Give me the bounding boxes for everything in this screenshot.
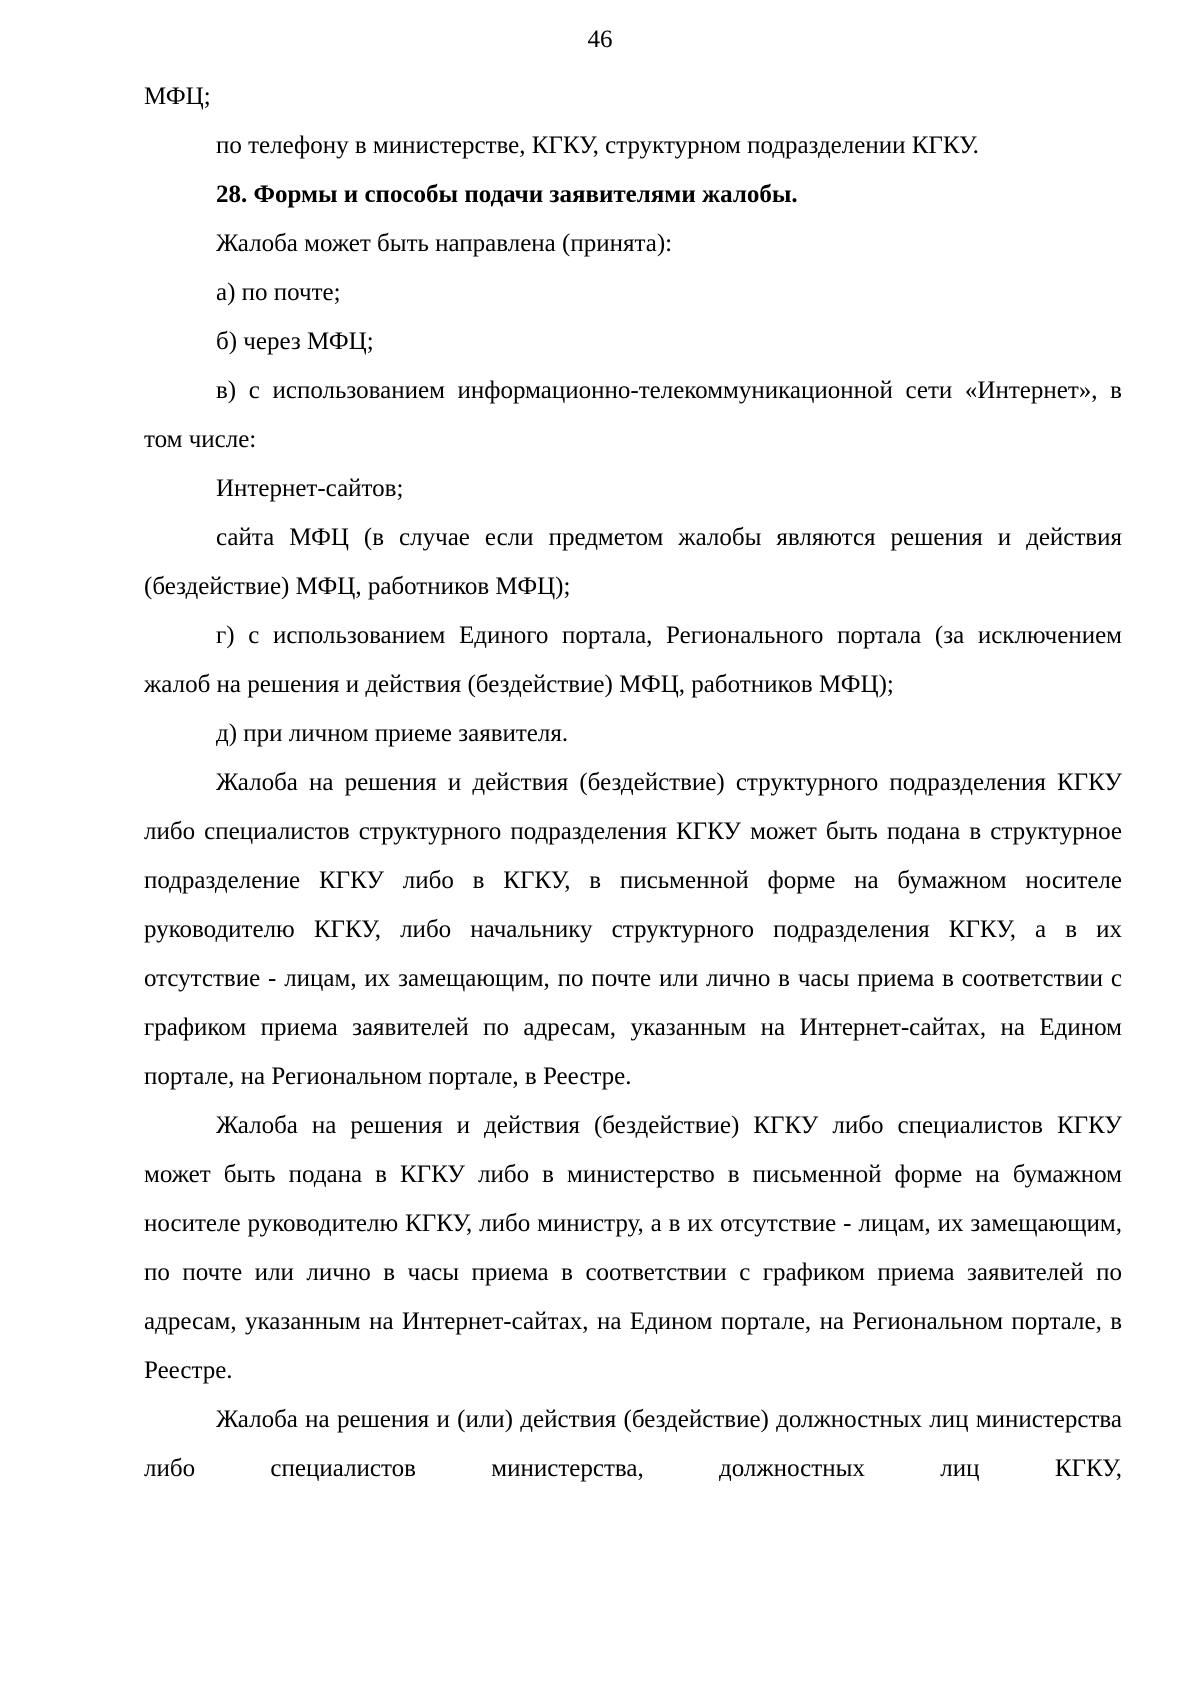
paragraph-structural-unit-complaint: Жалоба на решения и действия (бездействие) структурного подразделения КГКУ либо специалистов структурного подразделения КГКУ может быть подана в структурное подразделение КГКУ либо в КГКУ, в письменной форме на бумажном носителе руководителю КГКУ, либо начальнику структурного подразделения КГКУ, а в их отсутствие - лицам, их замещающим, по почте или лично в часы приема в соответствии с графиком приема заявителей по адресам, указанным на Интернет-сайтах, на Едином портале, на Региональном портале, в Реестре.	[144, 769, 1122, 1090]
paragraph-internet-sites: Интернет-сайтов;	[216, 475, 404, 502]
section-heading: 28. Формы и способы подачи заявителями жалобы.	[216, 181, 798, 208]
list-item-d: д) при личном приеме заявителя.	[216, 720, 569, 747]
paragraph-kgku-complaint: Жалоба на решения и действия (бездействие) КГКУ либо специалистов КГКУ может быть подана в КГКУ либо в министерство в письменной форме на бумажном носителе руководителю КГКУ, либо министру, а в их отсутствие - лицам, их замещающим, по почте или лично в часы приема в соответствии с графиком приема заявителей по адресам, указанным на Интернет-сайтах, на Едином портале, на Региональном портале, в Реестре.	[144, 1112, 1122, 1384]
page-number: 46	[587, 26, 613, 53]
paragraph-ministry-complaint: Жалоба на решения и (или) действия (бездействие) должностных лиц министерства либо специалистов министерства, должностных лиц КГКУ,	[144, 1406, 1122, 1482]
list-item-g: г) с использованием Единого портала, Регионального портала (за исключением жалоб на решения и действия (бездействие) МФЦ, работников МФЦ);	[144, 622, 1122, 698]
paragraph-complaint-intro: Жалоба может быть направлена (принята):	[216, 230, 673, 257]
list-item-a: а) по почте;	[216, 279, 341, 306]
paragraph-by-phone: по телефону в министерстве, КГКУ, структурном подразделении КГКУ.	[216, 132, 979, 159]
list-item-v: в) с использованием информационно-телекоммуникационной сети «Интернет», в том числе:	[144, 377, 1122, 453]
paragraph-mfc-line: МФЦ;	[144, 83, 211, 110]
list-item-b: б) через МФЦ;	[216, 328, 374, 355]
paragraph-mfc-site: сайта МФЦ (в случае если предметом жалобы являются решения и действия (бездействие) МФЦ, работников МФЦ);	[144, 524, 1122, 600]
document-body	[144, 72, 1122, 1493]
